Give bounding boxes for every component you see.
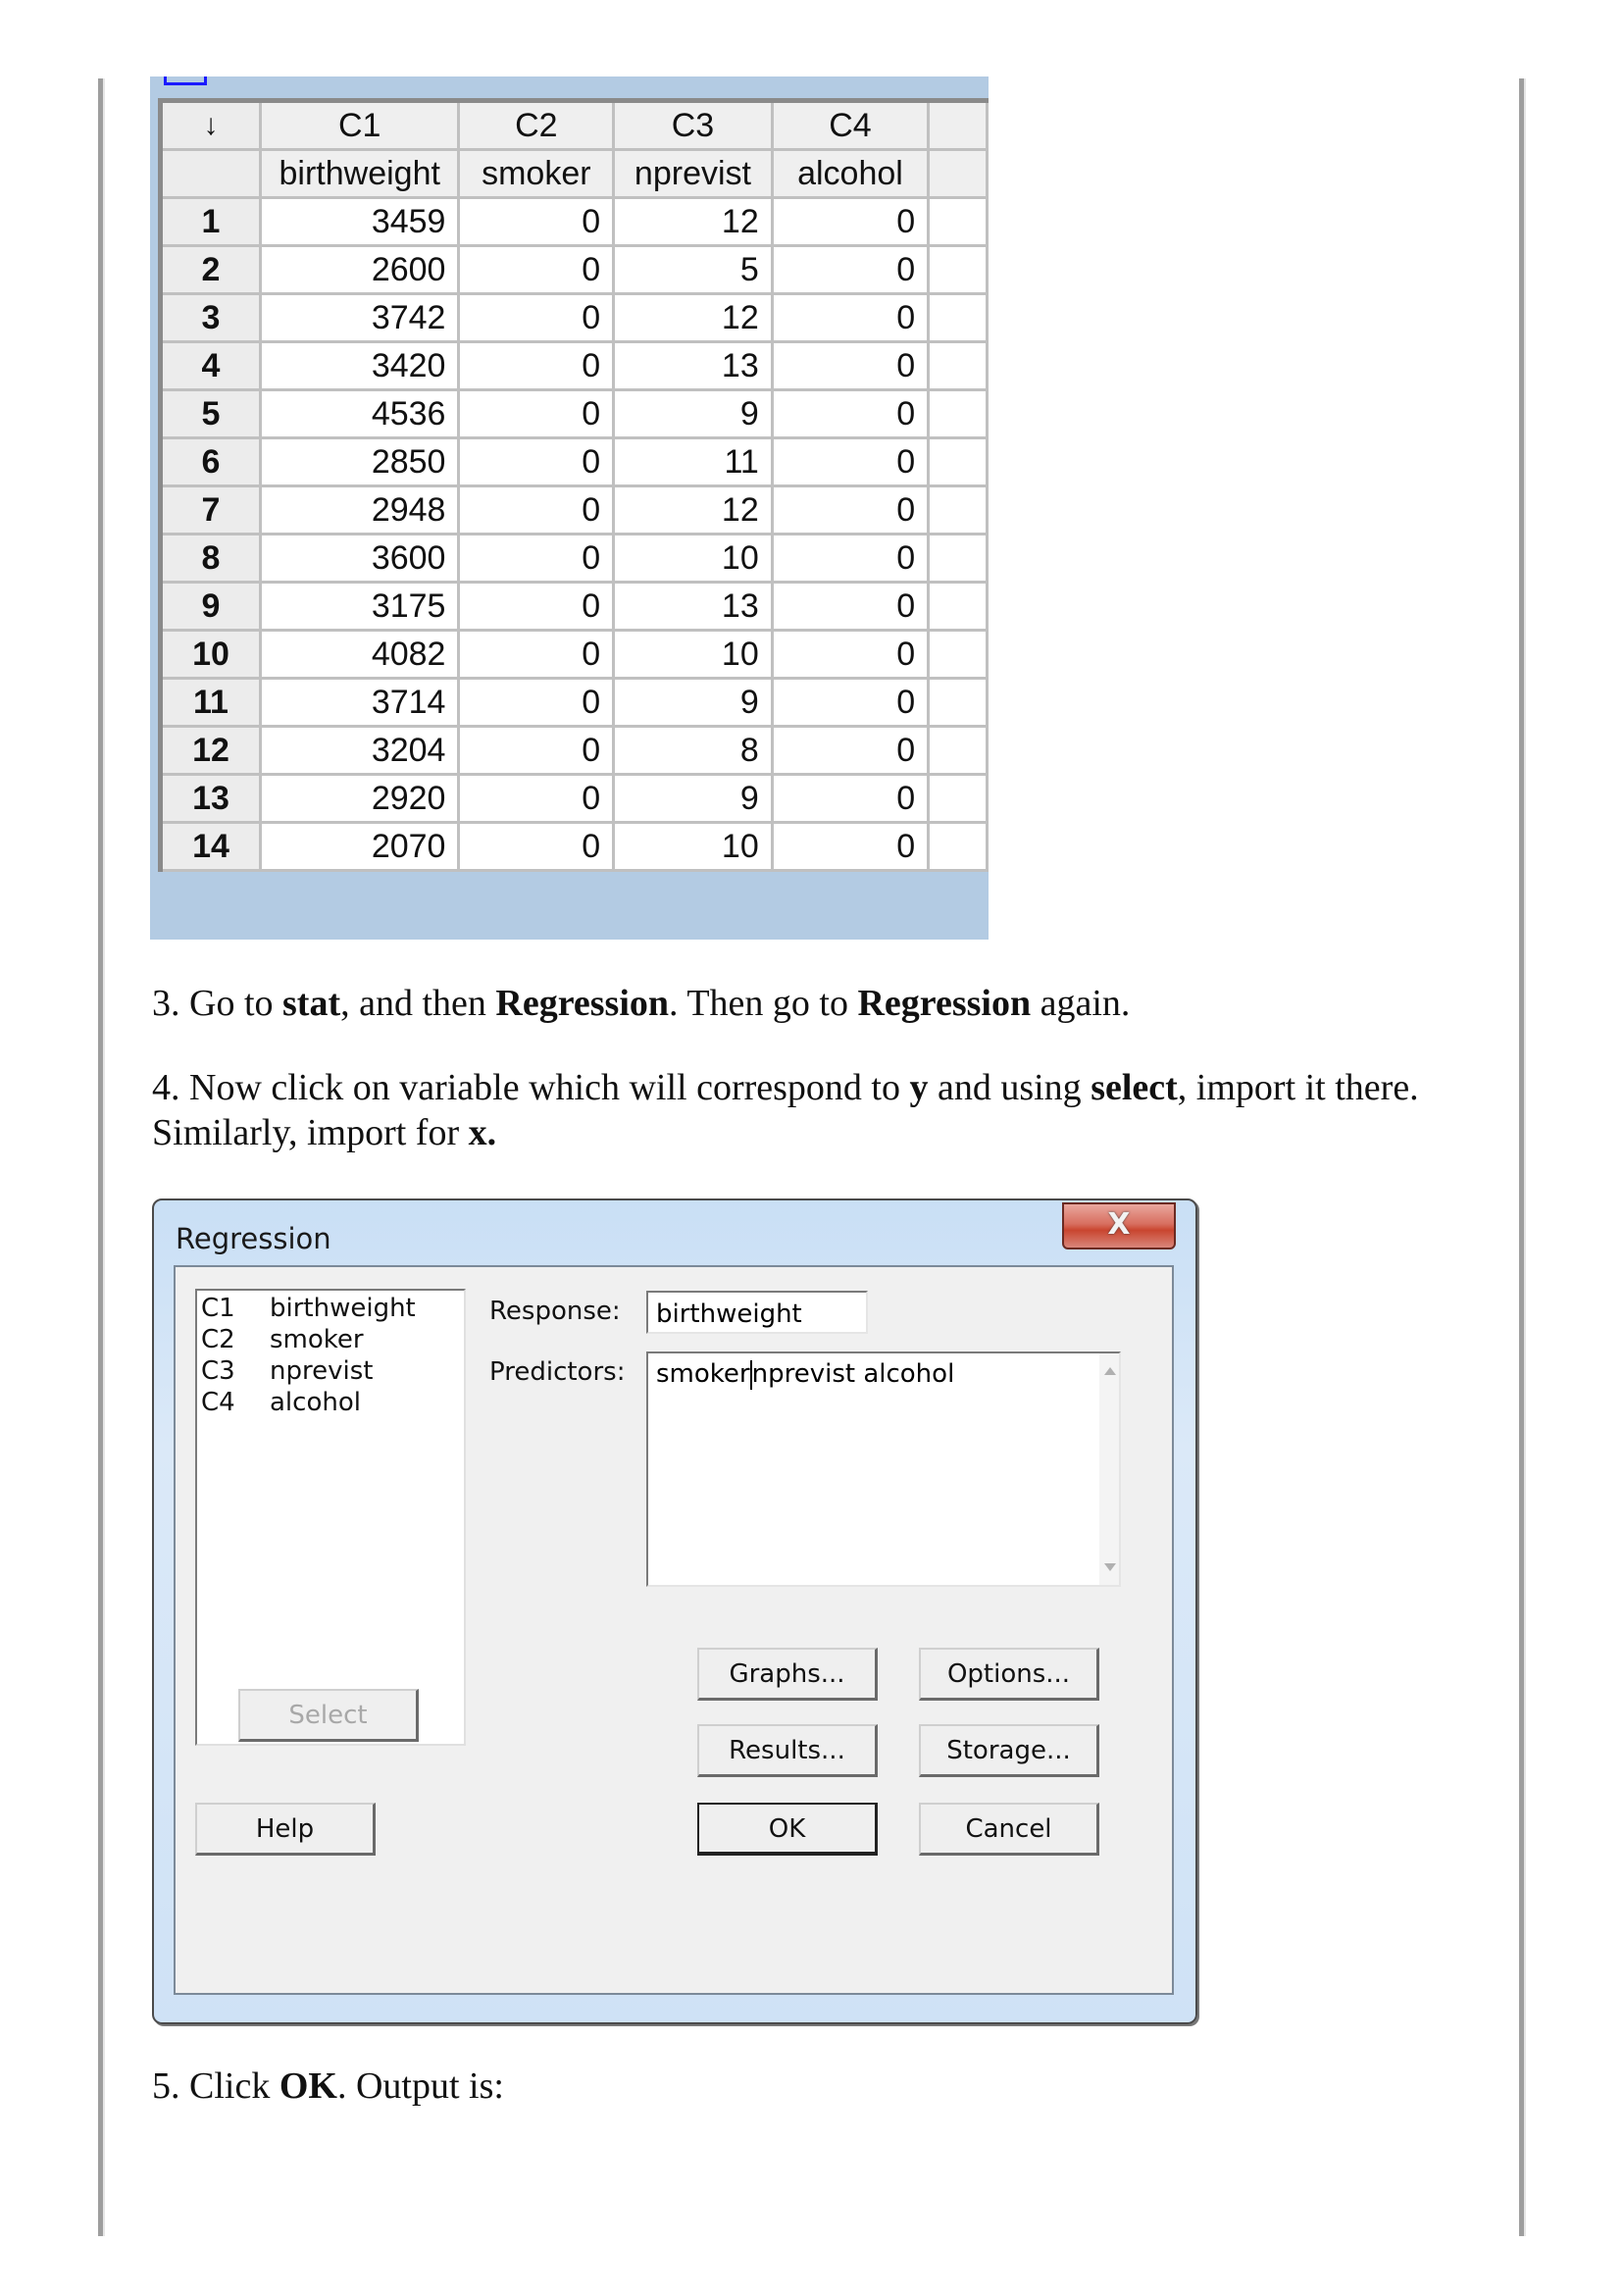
row-number[interactable]: 10 [161, 631, 261, 679]
cancel-button[interactable]: Cancel [919, 1803, 1099, 1856]
cell-smoker[interactable]: 0 [459, 342, 614, 390]
scroll-up-arrow-icon[interactable] [1104, 1367, 1116, 1375]
options-button[interactable]: Options... [919, 1648, 1099, 1701]
cell-alcohol[interactable]: 0 [772, 342, 928, 390]
row-number[interactable]: 8 [161, 535, 261, 583]
cell-alcohol[interactable]: 0 [772, 631, 928, 679]
cell-nprevist[interactable]: 13 [614, 342, 773, 390]
instruction-step-3: 3. Go to stat, and then Regression. Then go to Regression again. [152, 983, 1131, 1024]
close-icon[interactable]: X [1062, 1202, 1176, 1249]
cell-smoker[interactable]: 0 [459, 246, 614, 294]
row-number[interactable]: 6 [161, 438, 261, 486]
graphs-button[interactable]: Graphs... [697, 1648, 878, 1701]
select-button[interactable]: Select [238, 1689, 419, 1742]
variable-column-id: C1 [201, 1294, 235, 1323]
cell-empty[interactable] [929, 294, 988, 342]
response-input[interactable]: birthweight [646, 1291, 868, 1334]
table-row [161, 438, 988, 486]
instruction-step-5: 5. Click OK. Output is: [152, 2065, 504, 2107]
cell-birthweight[interactable]: 3204 [260, 727, 459, 775]
row-number[interactable]: 1 [161, 198, 261, 246]
page-border-left [98, 78, 105, 2236]
row-number[interactable]: 11 [161, 679, 261, 727]
cell-alcohol[interactable]: 0 [772, 198, 928, 246]
cell-alcohol[interactable]: 0 [772, 390, 928, 438]
column-id-row [161, 101, 988, 150]
cell-nprevist[interactable]: 9 [614, 390, 773, 438]
variable-name: alcohol [270, 1388, 361, 1417]
variable-list-item[interactable] [197, 1293, 464, 1324]
cell-nprevist[interactable]: 9 [614, 775, 773, 823]
cell-alcohol[interactable]: 0 [772, 775, 928, 823]
table-row [161, 294, 988, 342]
cell-empty[interactable] [929, 679, 988, 727]
cell-nprevist[interactable]: 8 [614, 727, 773, 775]
cell-smoker[interactable]: 0 [459, 486, 614, 535]
cell-birthweight[interactable]: 2948 [260, 486, 459, 535]
cell-alcohol[interactable]: 0 [772, 246, 928, 294]
cell-empty[interactable] [929, 486, 988, 535]
cell-birthweight[interactable]: 3175 [260, 583, 459, 631]
cell-empty[interactable] [929, 246, 988, 294]
cell-empty[interactable] [929, 390, 988, 438]
cell-birthweight[interactable]: 3420 [260, 342, 459, 390]
cell-alcohol[interactable]: 0 [772, 294, 928, 342]
cell-birthweight[interactable]: 2600 [260, 246, 459, 294]
cell-birthweight[interactable]: 3742 [260, 294, 459, 342]
cell-birthweight[interactable]: 3714 [260, 679, 459, 727]
cell-smoker[interactable]: 0 [459, 679, 614, 727]
column-name-c2[interactable]: smoker [459, 150, 614, 198]
down-arrow-icon[interactable]: ↓ [161, 101, 261, 150]
cell-smoker[interactable]: 0 [459, 823, 614, 871]
help-button[interactable]: Help [195, 1803, 376, 1856]
row-number[interactable]: 5 [161, 390, 261, 438]
row-number[interactable]: 14 [161, 823, 261, 871]
cell-empty[interactable] [929, 631, 988, 679]
variable-list-item[interactable] [197, 1355, 464, 1387]
predictors-text: smokernprevist alcohol [656, 1359, 955, 1389]
table-row [161, 486, 988, 535]
table-row [161, 727, 988, 775]
dialog-body [174, 1265, 1174, 1995]
page-border-right [1519, 78, 1526, 2236]
predictors-input[interactable] [646, 1351, 1121, 1587]
table-row [161, 246, 988, 294]
cell-empty[interactable] [929, 823, 988, 871]
cell-smoker[interactable]: 0 [459, 631, 614, 679]
worksheet-screenshot [150, 76, 989, 940]
regression-dialog [152, 1198, 1197, 2024]
variable-list[interactable] [195, 1289, 466, 1746]
row-number[interactable]: 12 [161, 727, 261, 775]
table-row [161, 342, 988, 390]
cell-empty[interactable] [929, 775, 988, 823]
cell-smoker[interactable]: 0 [459, 727, 614, 775]
row-number[interactable]: 9 [161, 583, 261, 631]
cell-empty[interactable] [929, 198, 988, 246]
variable-list-item[interactable] [197, 1387, 464, 1418]
cell-alcohol[interactable]: 0 [772, 583, 928, 631]
cell-nprevist[interactable]: 11 [614, 438, 773, 486]
cell-smoker[interactable]: 0 [459, 390, 614, 438]
cell-birthweight[interactable]: 2850 [260, 438, 459, 486]
cell-nprevist[interactable]: 10 [614, 535, 773, 583]
column-name-c3[interactable]: nprevist [614, 150, 773, 198]
cell-smoker[interactable]: 0 [459, 583, 614, 631]
table-row [161, 775, 988, 823]
variable-column-id: C2 [201, 1325, 235, 1354]
cell-empty[interactable] [929, 342, 988, 390]
column-name-c1[interactable]: birthweight [260, 150, 459, 198]
cell-nprevist[interactable]: 5 [614, 246, 773, 294]
cell-smoker[interactable]: 0 [459, 775, 614, 823]
cell-alcohol[interactable]: 0 [772, 535, 928, 583]
variable-column-id: C4 [201, 1388, 235, 1417]
predictors-scrollbar[interactable] [1099, 1353, 1119, 1585]
row-number[interactable]: 13 [161, 775, 261, 823]
column-id-c1[interactable]: C1 [260, 101, 459, 150]
instruction-step-4: 4. Now click on variable which will correspond to y and using select, import it there. Similarly, import for x. [152, 1067, 1419, 1153]
cell-birthweight[interactable]: 4536 [260, 390, 459, 438]
cell-alcohol[interactable]: 0 [772, 486, 928, 535]
cell-smoker[interactable]: 0 [459, 198, 614, 246]
cell-alcohol[interactable]: 0 [772, 823, 928, 871]
cell-birthweight[interactable]: 4082 [260, 631, 459, 679]
table-row [161, 390, 988, 438]
cell-birthweight[interactable]: 2920 [260, 775, 459, 823]
cell-birthweight[interactable]: 3600 [260, 535, 459, 583]
cell-smoker[interactable]: 0 [459, 294, 614, 342]
cell-smoker[interactable]: 0 [459, 535, 614, 583]
cell-alcohol[interactable]: 0 [772, 679, 928, 727]
worksheet-grid [158, 98, 989, 872]
dialog-title: Regression [176, 1222, 331, 1255]
cell-nprevist[interactable]: 9 [614, 679, 773, 727]
table-row [161, 631, 988, 679]
table-row [161, 583, 988, 631]
cell-nprevist[interactable]: 12 [614, 198, 773, 246]
cell-empty[interactable] [929, 438, 988, 486]
cell-nprevist[interactable]: 10 [614, 631, 773, 679]
ok-button[interactable]: OK [697, 1803, 878, 1856]
worksheet-rows [161, 198, 988, 871]
table-row [161, 535, 988, 583]
row-number[interactable]: 4 [161, 342, 261, 390]
row-number[interactable]: 2 [161, 246, 261, 294]
worksheet-icon [164, 76, 207, 85]
storage-button[interactable]: Storage... [919, 1724, 1099, 1777]
cell-empty[interactable] [929, 727, 988, 775]
column-id-c3[interactable]: C3 [614, 101, 773, 150]
variable-name: smoker [270, 1325, 364, 1354]
cell-empty[interactable] [929, 583, 988, 631]
cell-alcohol[interactable]: 0 [772, 727, 928, 775]
cell-nprevist[interactable]: 12 [614, 294, 773, 342]
variable-name: birthweight [270, 1294, 416, 1323]
column-id-c2[interactable]: C2 [459, 101, 614, 150]
predictors-label: Predictors: [489, 1357, 626, 1387]
cell-nprevist[interactable]: 10 [614, 823, 773, 871]
cell-birthweight[interactable]: 3459 [260, 198, 459, 246]
name-row-header [161, 150, 261, 198]
table-row [161, 823, 988, 871]
cell-smoker[interactable]: 0 [459, 438, 614, 486]
cell-empty[interactable] [929, 535, 988, 583]
column-id-c4[interactable]: C4 [772, 101, 928, 150]
table-row [161, 679, 988, 727]
column-name-c5[interactable] [929, 150, 988, 198]
table-row [161, 198, 988, 246]
response-label: Response: [489, 1297, 621, 1326]
column-name-c4[interactable]: alcohol [772, 150, 928, 198]
column-id-c5[interactable] [929, 101, 988, 150]
row-number[interactable]: 3 [161, 294, 261, 342]
variable-column-id: C3 [201, 1356, 235, 1386]
variable-name: nprevist [270, 1356, 374, 1386]
column-name-row [161, 150, 988, 198]
cell-birthweight[interactable]: 2070 [260, 823, 459, 871]
cell-nprevist[interactable]: 12 [614, 486, 773, 535]
cell-nprevist[interactable]: 13 [614, 583, 773, 631]
row-number[interactable]: 7 [161, 486, 261, 535]
cell-alcohol[interactable]: 0 [772, 438, 928, 486]
scroll-down-arrow-icon[interactable] [1104, 1563, 1116, 1571]
results-button[interactable]: Results... [697, 1724, 878, 1777]
variable-list-item[interactable] [197, 1324, 464, 1355]
